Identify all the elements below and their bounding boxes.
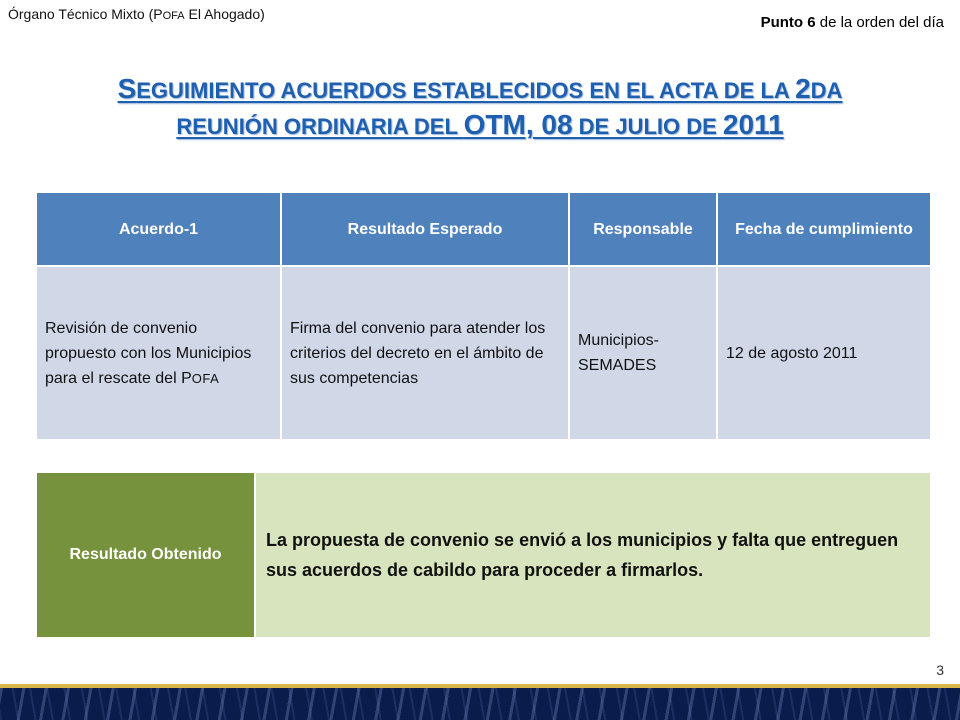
table-header-row	[37, 193, 930, 266]
table-row	[37, 266, 930, 439]
organization-header: Órgano Técnico Mixto (POFA El Ahogado)	[8, 6, 265, 22]
cell-responsable: Municipios- SEMADES	[569, 266, 717, 439]
header-acuerdo: Acuerdo-1	[37, 193, 281, 266]
result-obtained-text: La propuesta de convenio se envió a los municipios y falta que entreguen sus acuerdos de cabildo para proceder a firmarlos.	[256, 473, 930, 637]
footer-band	[0, 684, 960, 720]
footer-pattern	[0, 688, 960, 720]
agenda-point-label: Punto 6 de la orden del día	[760, 14, 944, 31]
header-resultado-esperado: Resultado Esperado	[281, 193, 569, 266]
result-obtained-label: Resultado Obtenido	[37, 473, 256, 637]
cell-acuerdo: Revisión de convenio propuesto con los Municipios para el rescate del POFA	[37, 266, 281, 439]
agreements-table	[37, 193, 930, 439]
cell-resultado-esperado: Firma del convenio para atender los criterios del decreto en el ámbito de sus competencias	[281, 266, 569, 439]
slide-title: SEGUIMIENTO ACUERDOS ESTABLECIDOS EN EL ACTA DE LA 2DA REUNIÓN ORDINARIA DEL OTM, 08 DE JULIO DE 2011	[117, 73, 843, 140]
cell-fecha: 12 de agosto 2011	[717, 266, 930, 439]
result-obtained-box	[37, 473, 930, 637]
page-number: 3	[936, 662, 944, 678]
header-responsable: Responsable	[569, 193, 717, 266]
header-fecha: Fecha de cumplimiento	[717, 193, 930, 266]
